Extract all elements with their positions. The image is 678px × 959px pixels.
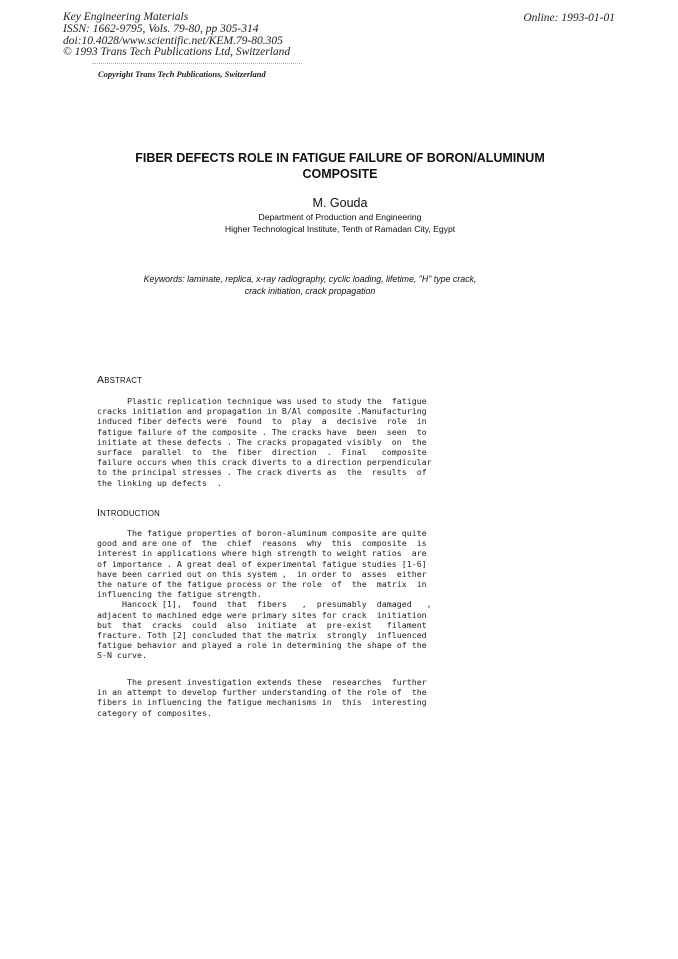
text-line: surface parallel to the fiber direction . Final composite [97,447,427,458]
text-line: in an attempt to develop further understanding of the role of the [97,687,427,698]
issn-line: ISSN: 1662-9795, Vols. 79-80, pp 305-314 [63,22,259,35]
abstract-heading-initial: A [97,374,105,386]
introduction-heading-initial: I [97,507,101,519]
title-line-2: COMPOSITE [302,167,378,181]
text-line: category of composites. [97,707,212,718]
text-line: S-N curve. [97,650,147,661]
affiliation-line-1: Department of Production and Engineering [258,212,422,222]
introduction-heading-rest: NTRODUCTION [100,509,160,518]
text-line: The present investigation extends these researches further [97,677,427,687]
affiliation-line-2: Higher Technological Institute, Tenth of Ramadan City, Egypt [224,223,456,234]
doi-line: doi:10.4028/www.scientific.net/KEM.79-80.305 [63,34,283,47]
abstract-heading-rest: BSTRACT [104,376,143,385]
text-line: fracture. Toth [2] concluded that the matrix strongly influenced [97,630,427,641]
affiliation [60,212,620,235]
text-line: but that cracks could also initiate at pre-exist filament [97,619,427,630]
text-line: the nature of the fatigue process or the role of the matrix in [97,579,427,590]
text-line: induced fiber defects were found to play a decisive role in [97,416,427,427]
paper-title [60,150,620,182]
title-line-1: FIBER DEFECTS ROLE IN FATIGUE FAILURE OF BORON/ALUMINUM [135,151,545,165]
text-line: the linking up defects . [97,477,222,488]
text-line: have been carried out on this system , in order to asses either [97,568,427,579]
copyright-line: © 1993 Trans Tech Publications Ltd, Switzerland [63,46,291,59]
keywords [90,273,530,297]
text-line: fibers in influencing the fatigue mechanisms in this interesting [97,697,427,708]
text-line: Plastic replication technique was used to study the fatigue [97,396,427,406]
text-line: The fatigue properties of boron-aluminum composite are quite [97,528,427,538]
abstract-body [97,396,542,488]
introduction-paragraph-2 [97,677,542,718]
text-line: initiate at these defects . The cracks propagated visibly on the [97,436,427,447]
text-line: Hancock [1], found that fibers , presumably damaged , [97,599,432,610]
text-line: influencing the fatigue strength. [97,589,262,600]
text-line: fatigue failure of the composite . The cracks have been seen to [97,426,427,437]
text-line: of importance . A great deal of experimental fatigue studies [1-6] [97,558,427,569]
text-line: cracks initiation and propagation in B/Al composite .Manufacturing [97,406,427,417]
online-date: Online: 1993-01-01 [523,12,615,24]
journal-name: Key Engineering Materials [63,11,189,23]
author-name: M. Gouda [312,196,368,210]
copyright-small: Copyright Trans Tech Publications, Switzerland [98,69,266,79]
introduction-paragraph-1 [97,528,542,661]
keywords-line-1: Keywords: laminate, replica, x-ray radiography, cyclic loading, lifetime, "H" type crack, [143,274,477,284]
text-line: failure occurs when this crack diverts to a direction perpendicular [97,457,432,468]
text-line: interest in applications where high strength to weight ratios are [97,548,427,559]
text-line: to the principal stresses . The crack diverts as the results of [97,467,427,478]
text-line: adjacent to machined edge were primary sites for crack initiation [97,609,427,620]
header-divider [92,63,302,64]
text-line: good and are one of the chief reasons why this composite is [97,538,427,549]
publication-meta [63,12,290,59]
introduction-heading [97,507,160,519]
keywords-line-2: crack initiation, crack propagation [244,286,376,296]
abstract-heading [97,374,142,386]
text-line: fatigue behavior and played a role in determining the shape of the [97,640,427,651]
